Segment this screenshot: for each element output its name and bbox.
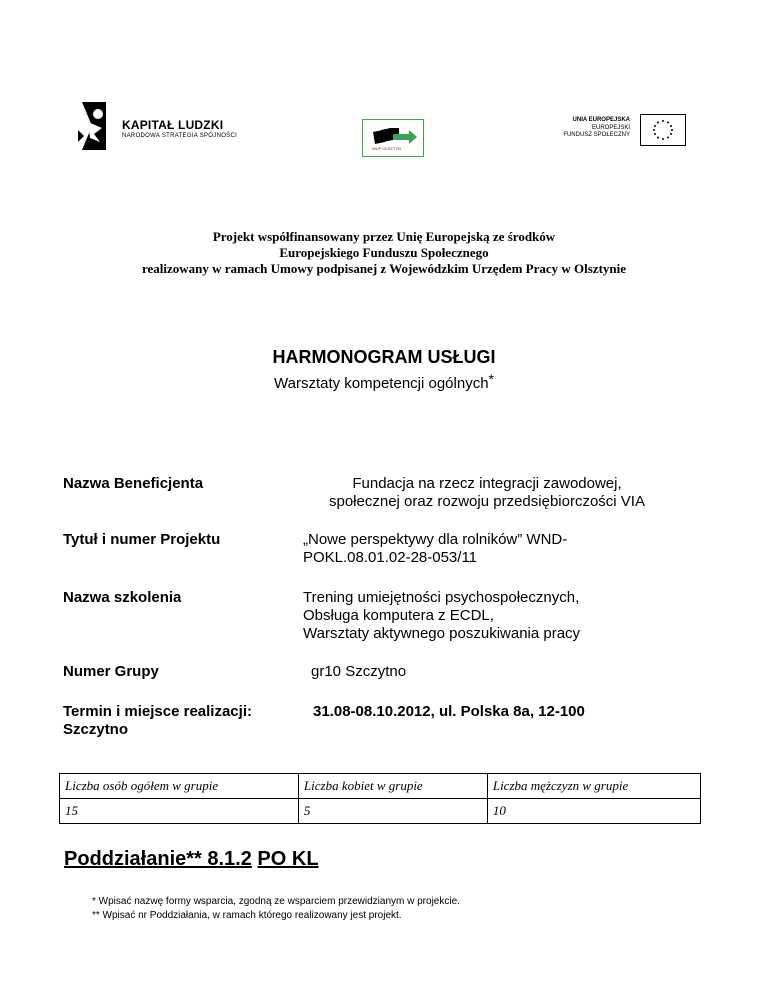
project-line-1: Projekt współfinansowany przez Unię Europejską ze środków xyxy=(212,229,556,244)
document-title: HARMONOGRAM USŁUGI xyxy=(272,347,496,367)
poddzialanie-value: PO KL xyxy=(257,848,319,870)
table-row xyxy=(60,799,701,824)
termin-label xyxy=(63,703,252,739)
kapital-ludzki-title: KAPITAŁ LUDZKI xyxy=(122,118,224,132)
header-total: Liczba osób ogółem w grupie xyxy=(60,774,299,799)
kapital-ludzki-subtitle: NARODOWA STRATEGIA SPÓJNOŚCI xyxy=(122,133,238,139)
header-men: Liczba mężczyzn w grupie xyxy=(487,774,700,799)
footnote-1: * Wpisać nazwę formy wsparcia, zgodną ze wsparciem przewidzianym w projekcie. xyxy=(92,896,460,907)
table-header-row xyxy=(60,774,701,799)
termin-label-line-2: Szczytno xyxy=(63,721,129,738)
projekt-label: Tytuł i numer Projektu xyxy=(63,531,221,548)
szkolenie-value-line-1: Trening umiejętności psychospołecznych, xyxy=(303,589,580,606)
beneficjent-label: Nazwa Beneficjenta xyxy=(63,475,204,492)
beneficjent-value-line-2: społecznej oraz rozwoju przedsiębiorczości VIA xyxy=(329,493,645,510)
beneficjent-value-line-1: Fundacja na rzecz integracji zawodowej, xyxy=(352,475,622,492)
grupa-value: gr10 Szczytno xyxy=(311,663,407,680)
termin-label-line-1: Termin i miejsce realizacji: xyxy=(63,703,252,720)
eu-line-1: UNIA EUROPEJSKA xyxy=(572,117,630,123)
project-line-2: Europejskiego Funduszu Społecznego xyxy=(279,245,489,260)
projekt-value xyxy=(303,531,567,567)
szkolenie-label: Nazwa szkolenia xyxy=(63,589,182,606)
value-men: 10 xyxy=(487,799,700,824)
projekt-value-line-1: „Nowe perspektywy dla rolników” WND- xyxy=(303,531,568,548)
termin-value: 31.08-08.10.2012, ul. Polska 8a, 12-100 xyxy=(313,703,585,720)
kapital-ludzki-logo-mark xyxy=(78,100,108,152)
projekt-value-line-2: POKL.08.01.02-28-053/11 xyxy=(303,549,478,566)
poddzialanie-label: Poddziałanie** 8.1.2 xyxy=(64,848,252,870)
wup-olsztyn-logo xyxy=(362,119,424,157)
eu-flag-icon xyxy=(640,114,686,146)
szkolenie-value xyxy=(303,589,580,643)
beneficjent-value xyxy=(280,475,694,511)
group-stats-table xyxy=(59,773,701,824)
footnote-2: ** Wpisać nr Poddziałania, w ramach którego realizowany jest projekt. xyxy=(92,910,402,921)
header-women: Liczba kobiet w grupie xyxy=(298,774,487,799)
value-women: 5 xyxy=(298,799,487,824)
wup-logo-label: WUP OLSZTYN xyxy=(372,146,401,151)
value-total: 15 xyxy=(60,799,299,824)
project-funding-info xyxy=(0,229,768,277)
project-line-3: realizowany w ramach Umowy podpisanej z Wojewódzkim Urzędem Pracy w Olsztynie xyxy=(141,261,627,276)
szkolenie-value-line-3: Warsztaty aktywnego poszukiwania pracy xyxy=(303,625,581,642)
eu-line-2: EUROPEJSKI xyxy=(591,124,630,131)
eu-line-3: FUNDUSZ SPOŁECZNY xyxy=(563,132,630,138)
subtitle-text: Warsztaty kompetencji ogólnych xyxy=(274,375,489,392)
poddzialanie xyxy=(64,848,319,871)
document-subtitle xyxy=(0,371,768,392)
subtitle-footnote-mark: * xyxy=(488,371,494,387)
eu-logo-text xyxy=(540,117,630,140)
grupa-label: Numer Grupy xyxy=(63,663,159,680)
szkolenie-value-line-2: Obsługa komputera z ECDL, xyxy=(303,607,494,624)
